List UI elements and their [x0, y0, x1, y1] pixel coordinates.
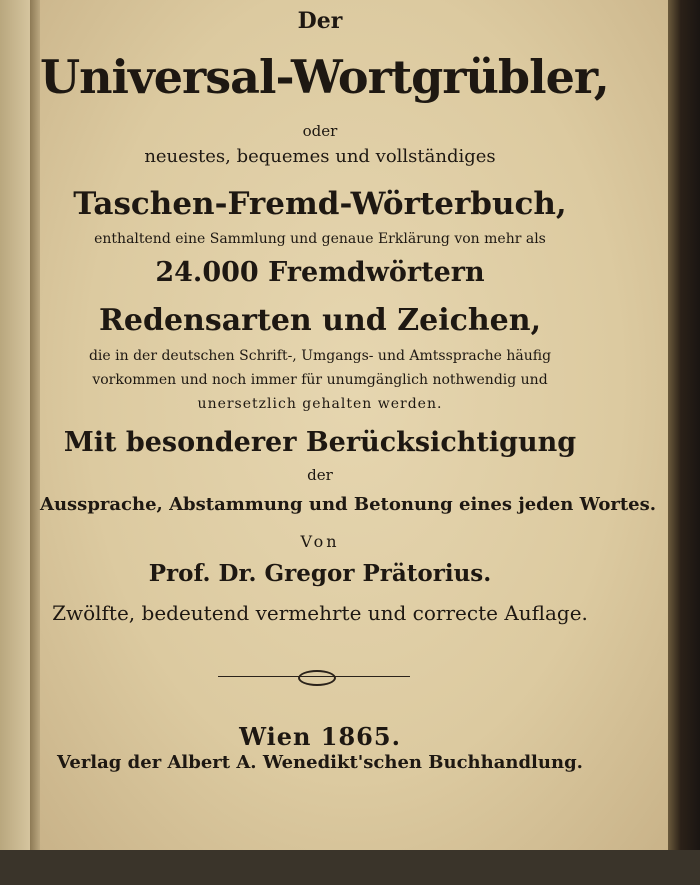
place-year: Wien 1865.	[239, 722, 401, 751]
edition: Zwölfte, bedeutend vermehrte und correcte Auflage.	[52, 601, 588, 625]
phrases-line: Redensarten und Zeichen,	[98, 303, 542, 338]
description-line: die in der deutschen Schrift-, Umgangs- und Amtssprache häufig	[88, 348, 552, 364]
pronunciation-line: Aussprache, Abstammung und Betonung eines jeden Wortes.	[40, 494, 656, 515]
publisher: Verlag der Albert A. Wenedikt'schen Buchhandlung.	[57, 752, 583, 773]
description-line: enthaltend eine Sammlung und genaue Erklärung von mehr als	[94, 231, 546, 247]
word-count: 24.000 Fremdwörtern	[155, 257, 485, 288]
book-cover-edge	[668, 0, 700, 885]
ornament-divider	[218, 675, 410, 678]
article: Der	[297, 8, 343, 34]
author: Prof. Dr. Gregor Prätorius.	[148, 560, 492, 587]
subtitle-main: Taschen-Fremd-Wörterbuch,	[73, 186, 567, 222]
special-consideration: Mit besonderer Berücksichtigung	[63, 427, 577, 458]
subtitle-line: neuestes, bequemes und vollständiges	[144, 146, 496, 167]
von: Von	[300, 532, 340, 551]
description-line: vorkommen und noch immer für unumgänglich nothwendig und	[92, 372, 548, 388]
main-title: Universal-Wortgrübler,	[40, 50, 609, 104]
description-line: unersetzlich gehalten werden.	[197, 396, 443, 412]
der: der	[307, 466, 333, 484]
oder: oder	[302, 122, 338, 140]
book-bottom-edge	[0, 850, 700, 885]
